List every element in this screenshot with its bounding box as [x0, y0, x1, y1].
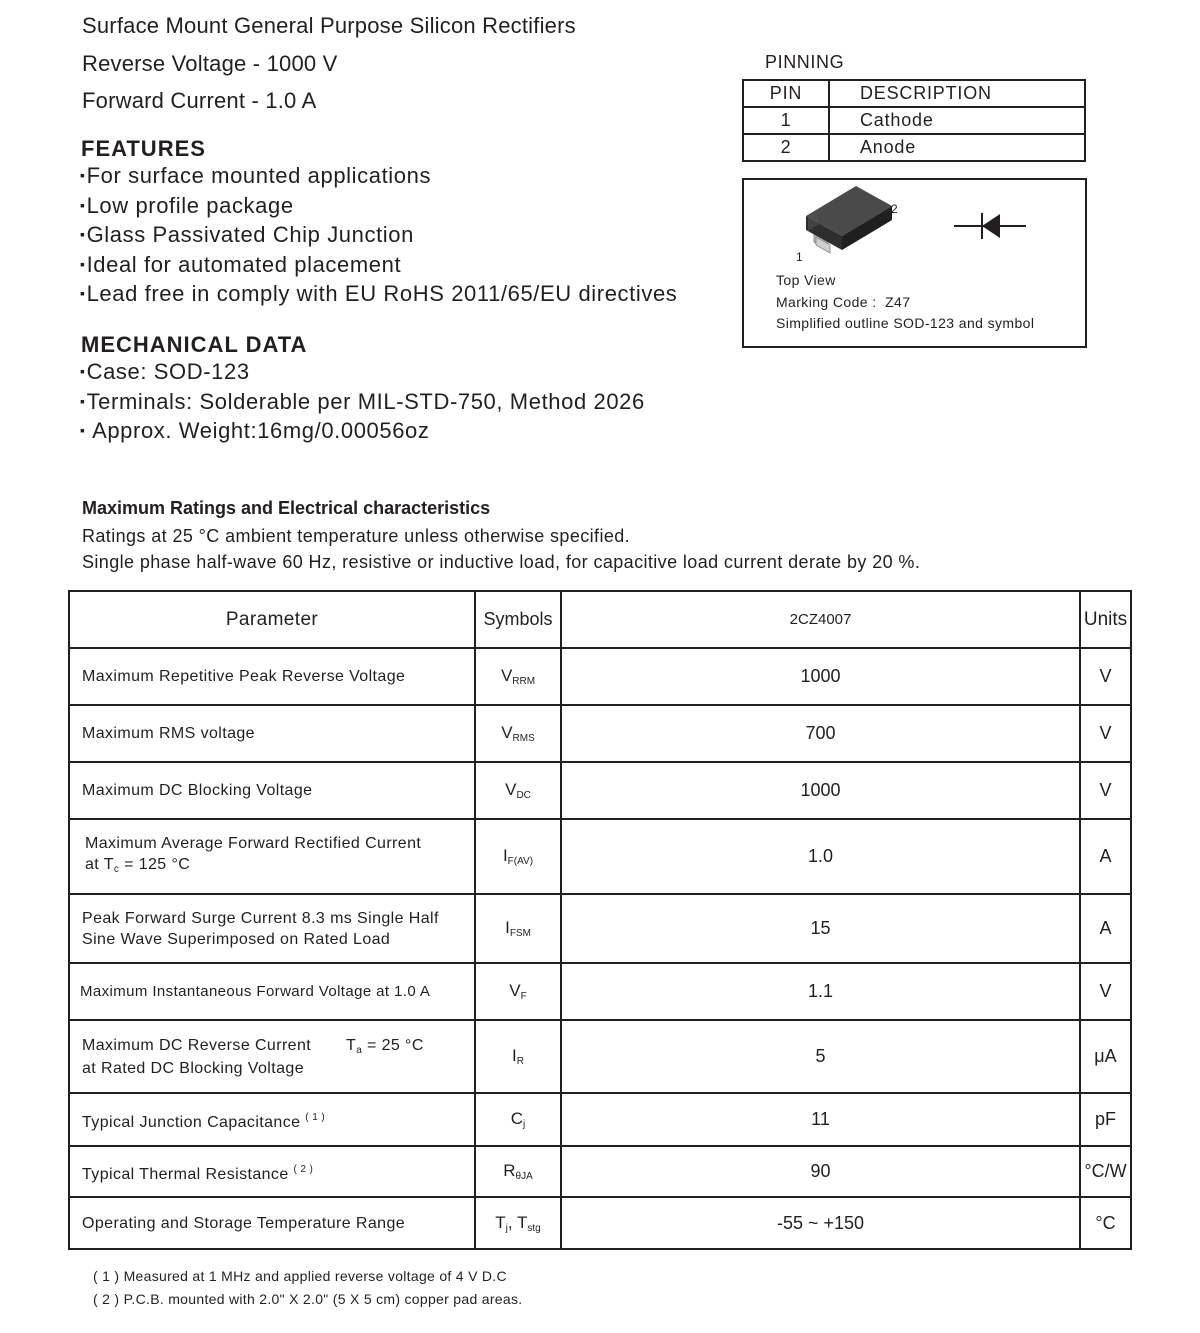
reverse-voltage: Reverse Voltage - 1000 V [82, 51, 338, 76]
param-cell: Maximum DC Reverse Current $T_a = 25$ °C at Rated DC Blocking Voltage [69, 1020, 475, 1093]
unit-cell: °C [1080, 1197, 1131, 1249]
footnote-ref: ( 1 ) [305, 1111, 326, 1123]
param-cell: Typical Thermal Resistance $^{( 2 )}$ [69, 1146, 475, 1197]
features-title: FEATURES [81, 136, 206, 161]
table-row [69, 963, 1131, 1020]
symbol-cell: $R_{\theta JA}$ [475, 1146, 561, 1197]
footnote-ref: ( 2 ) [293, 1163, 314, 1175]
features-item: ▪ Low profile package [80, 193, 677, 223]
diode-symbol-icon [954, 210, 1026, 242]
doc-title: Surface Mount General Purpose Silicon Rectifiers [82, 13, 576, 38]
pinning-row [743, 107, 1085, 134]
features-list [80, 163, 677, 311]
table-row [69, 894, 1131, 963]
unit-cell: V [1080, 648, 1131, 705]
pin-col-header: PIN [743, 80, 829, 107]
ratings-title: Maximum Ratings and Electrical characteristics [82, 498, 491, 518]
value-cell: 5 [561, 1020, 1080, 1093]
outline-caption: Simplified outline SOD-123 and symbol [776, 315, 1035, 331]
pin-number: 1 [743, 107, 829, 134]
symbol-col-header: Symbols [475, 591, 561, 648]
mechanical-item: ▪ Case: SOD-123 [80, 359, 645, 389]
pinning-header-row [743, 80, 1085, 107]
pin-description: Anode [829, 134, 1085, 161]
unit-cell: A [1080, 894, 1131, 963]
table-row [69, 1146, 1131, 1197]
value-cell: 700 [561, 705, 1080, 762]
unit-cell: V [1080, 705, 1131, 762]
ratings-note-load: Single phase half-wave 60 Hz, resistive or inductive load, for capacitive load current derate by 20 %. [82, 552, 921, 572]
marking-code: Marking Code : Z47 [776, 294, 911, 310]
param-cell: Maximum RMS voltage [69, 705, 475, 762]
mechanical-title: MECHANICAL DATA [81, 332, 308, 357]
mechanical-item: ▪ Approx. Weight:16mg/0.00056oz [80, 418, 645, 448]
table-row [69, 819, 1131, 894]
table-row [69, 648, 1131, 705]
table-row [69, 762, 1131, 819]
pin-description: Cathode [829, 107, 1085, 134]
pinning-row [743, 134, 1085, 161]
forward-current: Forward Current - 1.0 A [82, 88, 317, 113]
value-cell: 1.0 [561, 819, 1080, 894]
unit-cell: V [1080, 963, 1131, 1020]
param-cell: Operating and Storage Temperature Range [69, 1197, 475, 1249]
features-item: ▪ Lead free in comply with EU RoHS 2011/65/EU directives [80, 281, 677, 311]
footnote-2: ( 2 ) P.C.B. mounted with 2.0" X 2.0" (5 X 5 cm) copper pad areas. [93, 1291, 523, 1307]
unit-cell: V [1080, 762, 1131, 819]
param-cell: Peak Forward Surge Current 8.3 ms Single Half Sine Wave Superimposed on Rated Load [69, 894, 475, 963]
unit-cell: pF [1080, 1093, 1131, 1146]
package-box [742, 178, 1087, 348]
mechanical-item: ▪ Terminals: Solderable per MIL-STD-750, Method 2026 [80, 389, 645, 419]
pinning-title: PINNING [765, 52, 845, 72]
symbol-cell: $I_R$ [475, 1020, 561, 1093]
value-cell: 1000 [561, 648, 1080, 705]
ratings-table [68, 590, 1132, 1250]
param-cell: Typical Junction Capacitance $^{( 1 )}$ [69, 1093, 475, 1146]
footnote-1: ( 1 ) Measured at 1 MHz and applied reverse voltage of 4 V D.C [93, 1268, 507, 1284]
table-row [69, 1093, 1131, 1146]
unit-cell: °C/W [1080, 1146, 1131, 1197]
ratings-header-row [69, 591, 1131, 648]
features-item: ▪ For surface mounted applications [80, 163, 677, 193]
value-cell: 1.1 [561, 963, 1080, 1020]
param-cell: Maximum Repetitive Peak Reverse Voltage [69, 648, 475, 705]
value-cell: -55 ~ +150 [561, 1197, 1080, 1249]
features-item: ▪ Glass Passivated Chip Junction [80, 222, 677, 252]
param-cell: Maximum Average Forward Rectified Current at $T_c = 125$ °C [69, 819, 475, 894]
symbol-cell: $I_{FSM}$ [475, 894, 561, 963]
value-cell: 90 [561, 1146, 1080, 1197]
table-row [69, 1197, 1131, 1249]
sod123-package-icon [794, 180, 914, 270]
top-view-label: Top View [776, 272, 836, 288]
symbol-cell: $I_{F(AV)}$ [475, 819, 561, 894]
unit-cell: A [1080, 819, 1131, 894]
pkg-pin1-label: 1 [796, 250, 803, 264]
features-item: ▪ Ideal for automated placement [80, 252, 677, 282]
mechanical-list [80, 359, 645, 448]
value-cell: 11 [561, 1093, 1080, 1146]
part-col-header: 2CZ4007 [561, 591, 1080, 648]
ratings-note-temp: Ratings at 25 °C ambient temperature unless otherwise specified. [82, 526, 631, 546]
param-cell: Maximum DC Blocking Voltage [69, 762, 475, 819]
symbol-cell: $V_{RRM}$ [475, 648, 561, 705]
param-col-header: Parameter [69, 591, 475, 648]
table-row [69, 1020, 1131, 1093]
symbol-cell: $C_j$ [475, 1093, 561, 1146]
symbol-cell: $V_{DC}$ [475, 762, 561, 819]
symbol-cell: $T_j$, $T_{stg}$ [475, 1197, 561, 1249]
desc-col-header: DESCRIPTION [829, 80, 1085, 107]
unit-cell: μA [1080, 1020, 1131, 1093]
units-col-header: Units [1080, 591, 1131, 648]
symbol-cell: $V_F$ [475, 963, 561, 1020]
value-cell: 15 [561, 894, 1080, 963]
symbol-cell: $V_{RMS}$ [475, 705, 561, 762]
pinning-table [742, 79, 1086, 162]
table-row [69, 705, 1131, 762]
pkg-pin2-label: 2 [891, 202, 898, 216]
pin-number: 2 [743, 134, 829, 161]
param-cell: Maximum Instantaneous Forward Voltage at 1.0 A [69, 963, 475, 1020]
value-cell: 1000 [561, 762, 1080, 819]
